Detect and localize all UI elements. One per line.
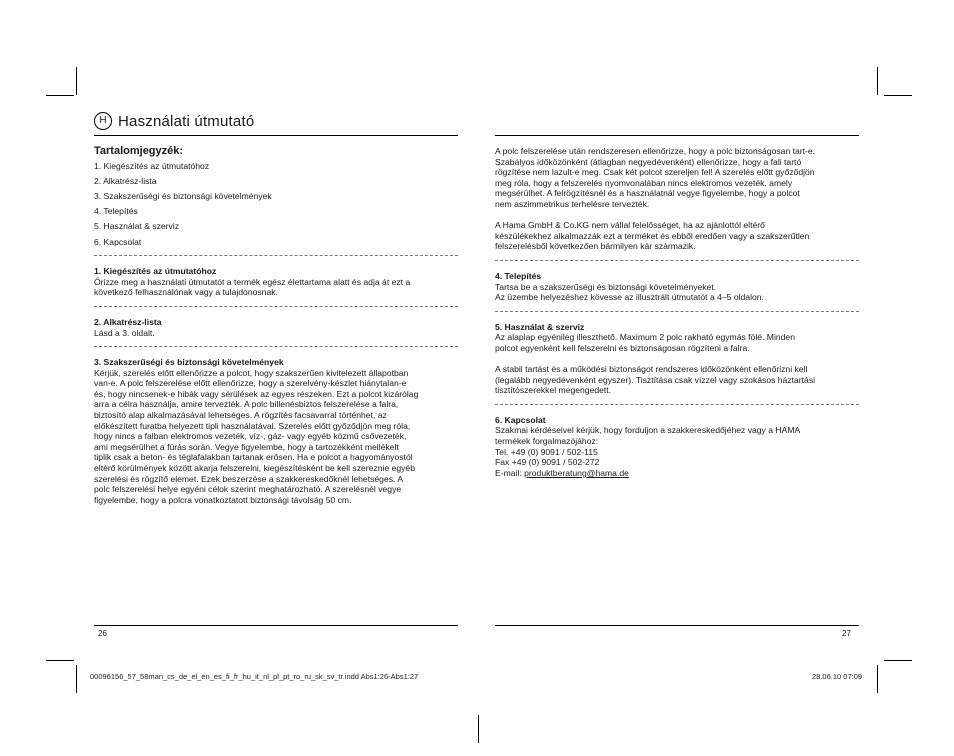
section-3-line: tiplik csak a beton- és téglafalakban tartanak erősen. Ha e polcot a hagyományostól [94, 452, 413, 463]
dashed-separator [495, 260, 859, 261]
language-badge: H [94, 112, 112, 130]
imprint-date: 28.06.10 07:09 [812, 672, 863, 681]
email-label: E-mail: [495, 467, 525, 478]
section-3-line: ami megsérülhet a fúrás során. Vegye figyelembe, hogy a tartozékként mellékelt [94, 441, 399, 452]
email-link[interactable]: produktberatung@hama.de [524, 467, 629, 478]
section-3-line: polc felszerelési helye egyéni célok szerint meghatározható. A szerelésnél vegye [94, 484, 402, 495]
crop-mark [46, 95, 74, 96]
disclaimer-line: A Hama GmbH & Co.KG nem vállal felelősséget, ha az ajánlottól eltérő [495, 220, 765, 231]
section-4-line: Tartsa be a szakszerűségi és biztonsági követelményeket. [495, 281, 717, 292]
email-line [495, 468, 859, 479]
section-1-line: következő felhasználónak vagy a tulajdonosnak. [94, 287, 278, 298]
dashed-separator [94, 255, 458, 256]
toc-item: 5. Használat & szerviz [94, 221, 180, 232]
footer-rule-right [495, 625, 859, 626]
section-5-title: 5. Használat & szerviz [495, 321, 585, 332]
intro-line: meg róla, hogy a felszerelés nyomvonalában nincs elektromos vezeték, amely [495, 177, 793, 188]
footer-rule-left [94, 625, 458, 626]
dashed-separator [94, 346, 458, 347]
section-6-title: 6. Kapcsolat [495, 414, 546, 425]
section-5-line: polcot egyenként kell felszerelni és biztonságosan rögzíteni a falra. [495, 342, 750, 353]
toc-item: 6. Kapcsolat [94, 236, 142, 247]
section-3-line: van-e. A polc felszerelése előtt ellenőrizze, hogy a szerelvény-készlet hiánytalan-e [94, 378, 407, 389]
section-5-line: Az alaplap egyénileg illeszthető. Maximum 2 polc rakható egymás fölé. Minden [495, 332, 795, 343]
section-3-line: biztosító alap alkalmazásával lehetséges. A rögzítés facsavarral történhet, az [94, 410, 387, 421]
crop-mark [884, 660, 912, 661]
section-3-line: eltérő körülmények között akarja felszerelni, kiegészítésként be kell szereznie egyéb [94, 463, 415, 474]
header-rule-right [495, 135, 859, 136]
section-2-title: 2. Alkatrész-lista [94, 316, 162, 327]
intro-line: nem aszimmetrikus terhelésre tervezték. [495, 198, 650, 209]
page-header [94, 112, 254, 130]
section-3-line: hogy nincs a falban elektromos vezeték, víz-, gáz- vagy egyéb közmű csővezeték, [94, 431, 407, 442]
page-number-right: 27 [842, 629, 851, 638]
section-5-line: (legalább negyedévenként egyszer). Tisztítása csak vízzel vagy szokásos háztartási [495, 374, 816, 385]
toc-item: 3. Szakszerűségi és biztonsági követelmények [94, 190, 272, 201]
page-title: Használati útmutató [118, 112, 255, 130]
header-rule-left [94, 135, 458, 136]
dashed-separator [94, 306, 458, 307]
section-4-line: Az üzembe helyezéshez kövesse az illusztrált útmutatót a 4–5 oldalon. [495, 292, 764, 303]
section-5-line: A stabil tartást és a működési biztonságot rendszeres időközönként ellenőrizni kell [495, 364, 808, 375]
disclaimer-line: felszerelésből következően bármilyen kár származik. [495, 241, 696, 252]
section-6-line: Szakmai kérdéseivel kérjük, hogy forduljon a szakkereskedőjéhez vagy a HAMA [495, 425, 801, 436]
section-1-title: 1. Kiegészítés az útmutatóhoz [94, 266, 217, 277]
phone-line: Tel. +49 (0) 9091 / 502-115 [495, 446, 598, 457]
crop-mark [877, 665, 878, 693]
crop-mark [46, 660, 74, 661]
section-2-line: Lásd a 3. oldalt. [94, 327, 155, 338]
toc-item: 1. Kiegészítés az útmutatóhoz [94, 160, 210, 171]
disclaimer-line: készülékekhez alkalmazzák ezt a terméket és ebből eredően vagy a szakszerűtlen [495, 230, 810, 241]
crop-mark [884, 95, 912, 96]
right-column [495, 146, 859, 478]
intro-line: Szabályos időközönként (átlagban negyedévenként) ellenőrizze, hogy a fali tartó [495, 156, 802, 167]
left-column [94, 146, 458, 505]
section-1-line: Őrizze meg a használati útmutatót a termék egész élettartama alatt és adja át ezt a [94, 276, 411, 287]
toc-title: Tartalomjegyzék: [94, 145, 184, 157]
intro-line: A polc felszerelése után rendszeresen ellenőrizze, hogy a polc biztonságosan tart-e. [495, 146, 816, 156]
section-3-line: előkészített furatba helyezett tipli használatával. Szerelés előtt győződjön meg róla, [94, 420, 411, 431]
section-3-line: és, hogy nincsenek-e hibák vagy sérülések az egyes részeken. Ezt a polcot kizárólag [94, 388, 419, 399]
section-3-line: arra a célra használja, amire tervezték. A polc billenésbiztos felszerelése a falra, [94, 399, 399, 410]
section-3-line: Kérjük, szerelés előtt ellenőrizze a polcot, hogy szakszerűen kivitelezett állapotban [94, 367, 409, 378]
section-6-line: termékek forgalmazójához: [495, 436, 599, 447]
crop-mark [877, 67, 878, 95]
intro-line: rögzítése nem lazult-e meg. Csak két polcot szereljen fel! A szerelés előtt győződjön [495, 167, 815, 178]
section-3-line: szerelési és rögzítő elemet. Ezek beszerzése a szakkereskedőknél lehetséges. A [94, 473, 404, 484]
dashed-separator [495, 311, 859, 312]
intro-line: megsérülhet. A felrögzítésnél és a használatnál vegye figyelembe, hogy a polcot [495, 188, 800, 199]
crop-mark [478, 715, 479, 743]
section-3-line: figyelembe, hogy a polcra vonatkoztatott biztonsági távolság 50 cm. [94, 494, 352, 505]
section-3-title: 3. Szakszerűségi és biztonsági követelmények [94, 357, 284, 368]
crop-mark [76, 665, 77, 693]
page-number-left: 26 [98, 629, 107, 638]
toc-item: 2. Alkatrész-lista [94, 175, 157, 186]
section-5-line: tisztítószerekkel megengedett. [495, 385, 612, 396]
crop-mark [76, 67, 77, 95]
fax-line: Fax +49 (0) 9091 / 502-272 [495, 457, 600, 468]
imprint-file: 00096156_57_58man_cs_de_el_en_es_fi_fr_hu_it_nl_pl_pt_ro_ru_sk_sv_tr.indd Abs1:26-Abs1:27 [90, 672, 419, 681]
dashed-separator [495, 404, 859, 405]
section-4-title: 4. Telepítés [495, 270, 542, 281]
toc-item: 4. Telepítés [94, 206, 138, 217]
